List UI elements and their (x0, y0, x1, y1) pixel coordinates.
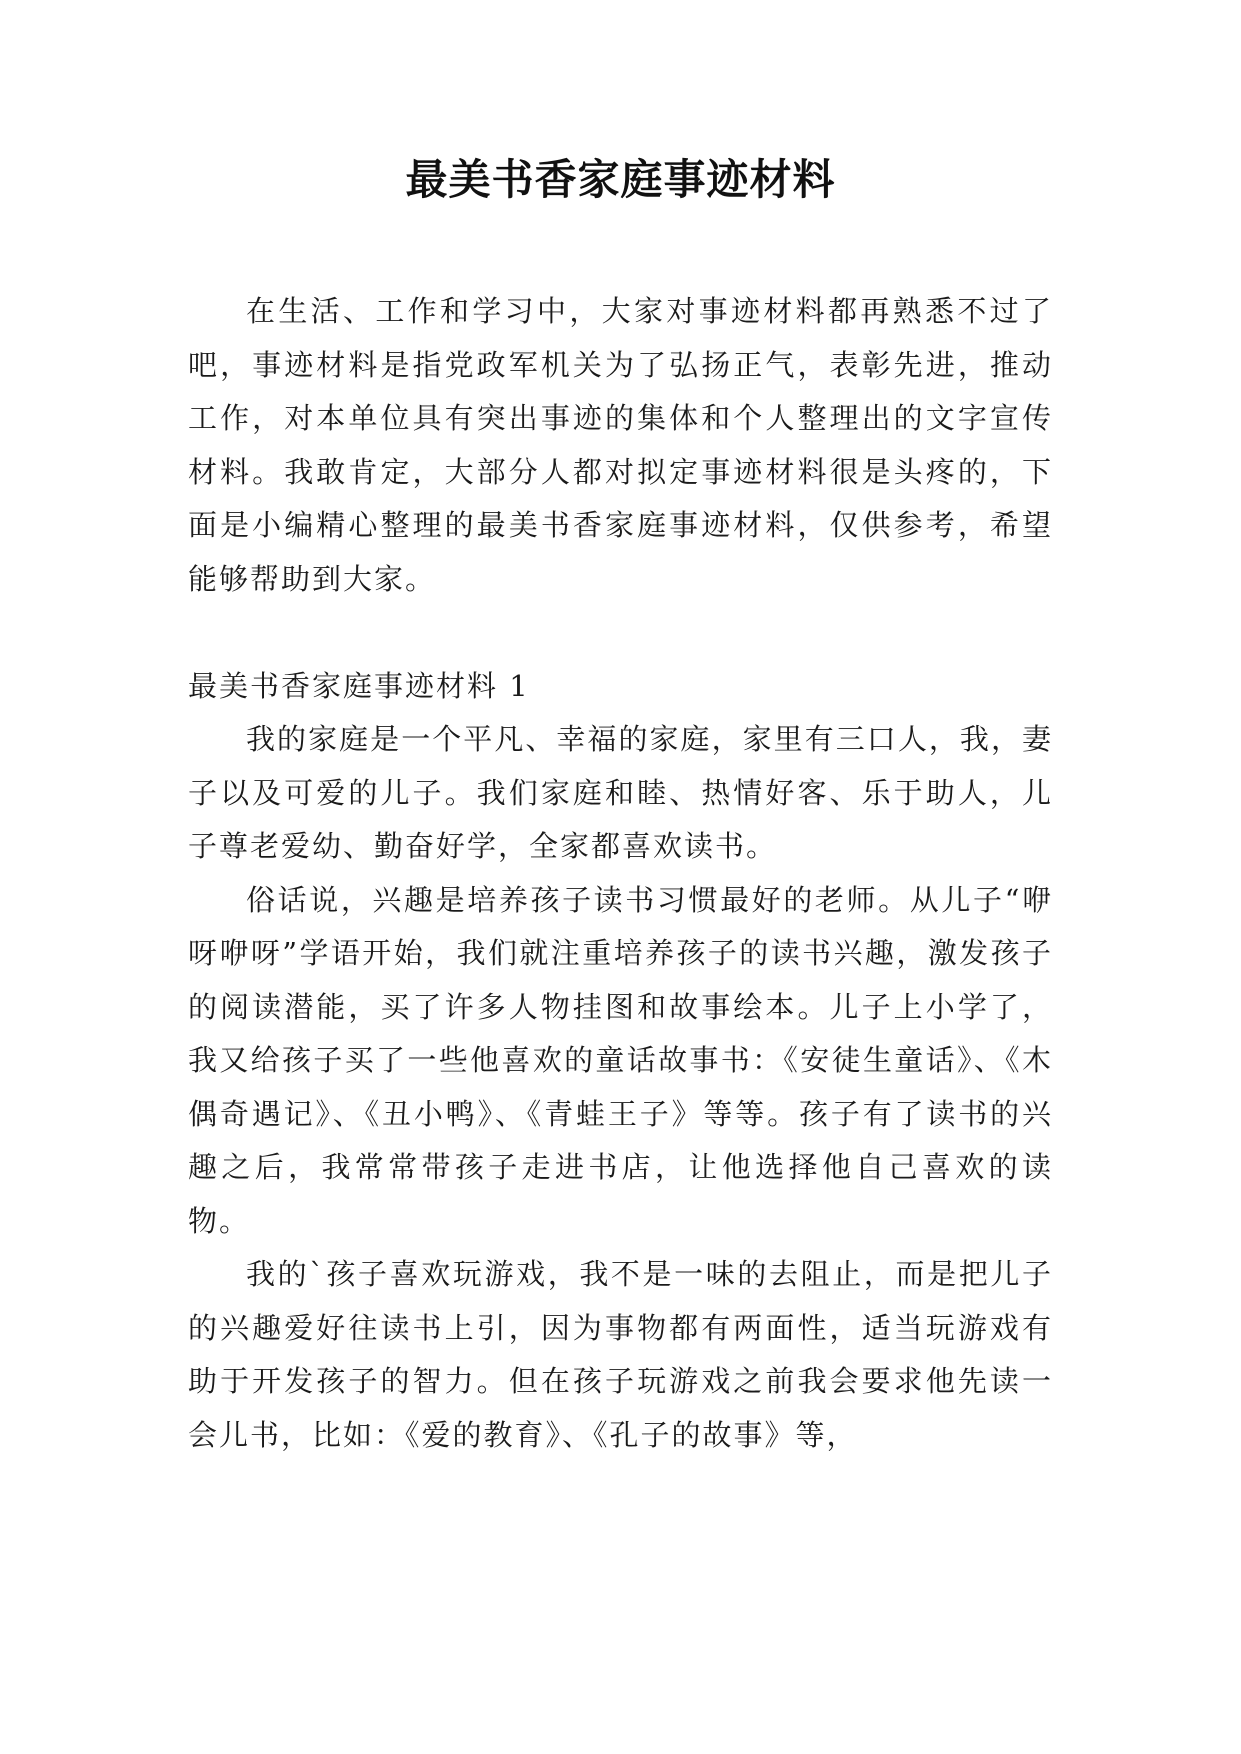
document-title: 最美书香家庭事迹材料 (405, 155, 836, 204)
intro-paragraph: 在生活、工作和学习中，大家对事迹材料都再熟悉不过了吧，事迹材料是指党政军机关为了弘扬正气，表彰先进，推动工作，对本单位具有突出事迹的集体和个人整理出的文字宣传材料。我敢肯定，大部分人都对拟定事迹材料很是头疼的，下面是小编精心整理的最美书香家庭事迹材料，仅供参考，希望能够帮助到大家。 (188, 294, 1053, 596)
section-heading: 最美书香家庭事迹材料 1 (188, 668, 530, 703)
document-body (188, 285, 1053, 1462)
body-paragraph: 我的`孩子喜欢玩游戏，我不是一味的去阻止，而是把儿子的兴趣爱好往读书上引，因为事物都有两面性，适当玩游戏有助于开发孩子的智力。但在孩子玩游戏之前我会要求他先读一会儿书，比如：《爱的教育》、《孔子的故事》等， (188, 1257, 1053, 1452)
body-paragraph: 俗话说，兴趣是培养孩子读书习惯最好的老师。从儿子“咿呀咿呀”学语开始，我们就注重培养孩子的读书兴趣，激发孩子的阅读潜能，买了许多人物挂图和故事绘本。儿子上小学了，我又给孩子买了一些他喜欢的童话故事书：《安徒生童话》、《木偶奇遇记》、《丑小鸭》、《青蛙王子》等等。孩子有了读书的兴趣之后，我常常带孩子走进书店，让他选择他自己喜欢的读物。 (188, 882, 1053, 1238)
body-paragraph: 我的家庭是一个平凡、幸福的家庭，家里有三口人，我，妻子以及可爱的儿子。我们家庭和睦、热情好客、乐于助人，儿子尊老爱幼、勤奋好学，全家都喜欢读书。 (188, 722, 1053, 863)
paragraph-spacer (188, 606, 1053, 660)
